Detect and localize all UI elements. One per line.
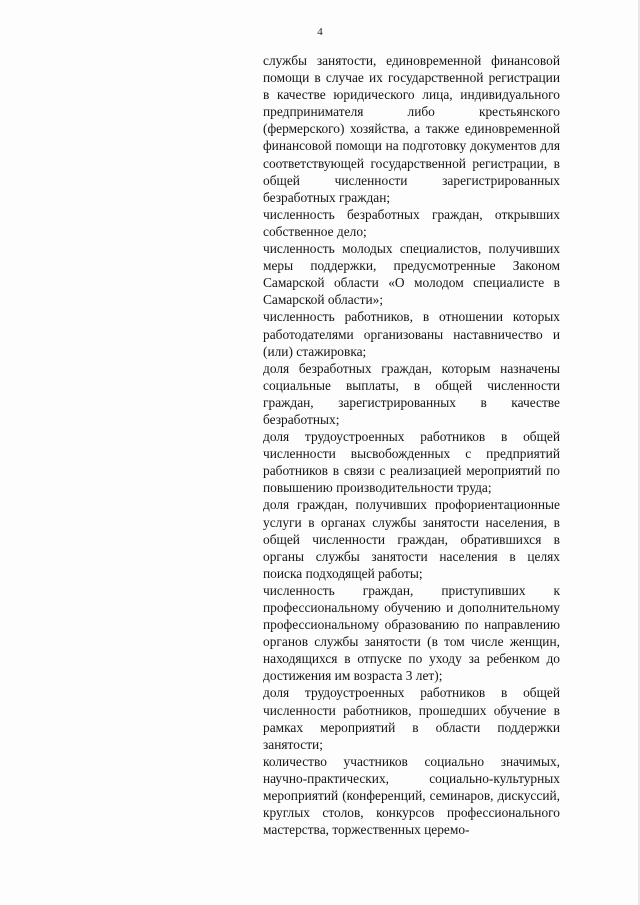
body-text [263, 52, 560, 838]
paragraph: доля трудоустроенных работников в общей численности работников, прошедших обучение в рамках мероприятий в области поддержки занятости; [263, 685, 560, 752]
paragraph: численность безработных граждан, открывших собственное дело; [263, 206, 560, 239]
paragraph: численность работников, в отношении которых работодателями организованы наставничество и (или) стажировка; [263, 309, 560, 359]
paragraph: доля трудоустроенных работников в общей численности высвобожденных с предприятий работников в связи с реализацией мероприятий по повышению производительности труда; [263, 429, 560, 496]
page-number: 4 [317, 26, 323, 38]
paragraph: доля безработных граждан, которым назначены социальные выплаты, в общей численности граждан, зарегистрированных в качестве безработных; [263, 360, 560, 427]
paragraph: численность молодых специалистов, получивших меры поддержки, предусмотренные Законом Самарской области «О молодом специалисте в Самарской области»; [263, 241, 560, 308]
paragraph: численность граждан, приступивших к профессиональному обучению и дополнительному профессиональному образованию по направлению органов службы занятости (в том числе женщин, находящихся в отпуске по уходу за ребенком до достижения им возраста 3 лет); [263, 582, 560, 684]
paragraph: количество участников социально значимых, научно-практических, социально-культурных мероприятий (конференций, семинаров, дискуссий, круглых столов, конкурсов профессионального мастерства, торжественных церемо- [263, 753, 560, 838]
paragraph: доля граждан, получивших профориентационные услуги в органах службы занятости населения, в общей численности граждан, обратившихся в органы службы занятости населения в целях поиска подходящей работы; [263, 497, 560, 581]
paragraph: службы занятости, единовременной финансовой помощи в случае их государственной регистрации в качестве юридического лица, индивидуального предпринимателя либо крестьянского (фермерского) хозяйства, а также единовременной финансовой помощи на подготовку документов для соответствующей государственной регистрации, в общей численности зарегистрированных безработных граждан; [263, 53, 560, 205]
